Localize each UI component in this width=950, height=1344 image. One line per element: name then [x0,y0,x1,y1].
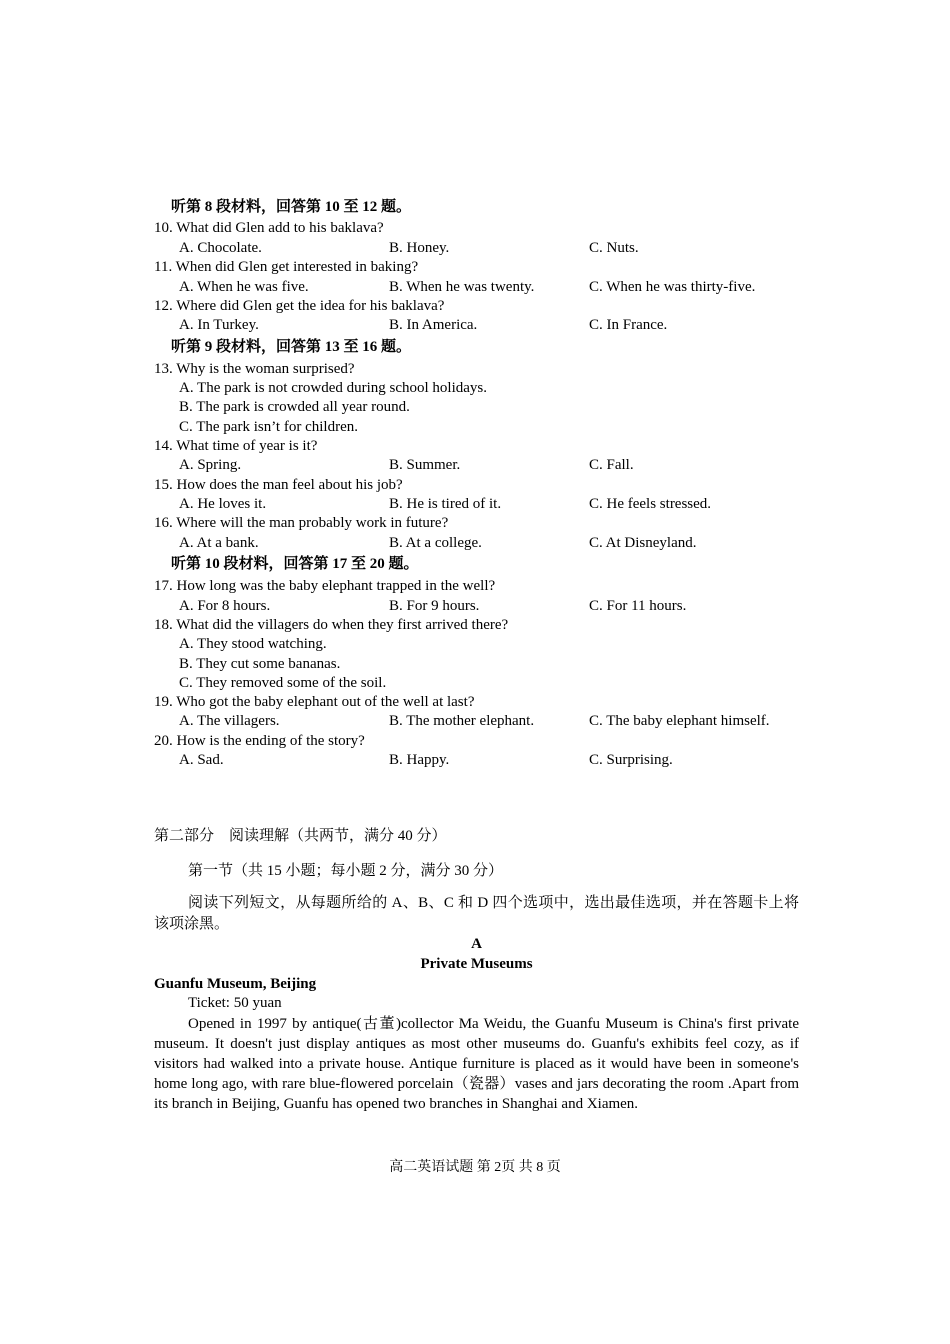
q11-option-a: A. When he was five. [179,279,309,295]
page-footer: 高二英语试题 第 2页 共 8 页 [389,1160,561,1175]
part-two-title: 第二部分 阅读理解（共两节，满分 40 分） [154,828,447,844]
question-11: 11. When did Glen get interested in baking? [154,259,419,275]
q19-option-a: A. The villagers. [179,713,280,729]
q19-option-b: B. The mother elephant. [389,713,535,729]
listening-intro-9: 听第 9 段材料，回答第 13 至 16 题。 [171,339,412,355]
q16-option-b: B. At a college. [389,535,482,551]
q20-option-a: A. Sad. [179,752,224,768]
q17-option-a: A. For 8 hours. [179,598,271,614]
q14-option-c: C. Fall. [589,457,634,473]
question-12: 12. Where did Glen get the idea for his baklava? [154,298,445,314]
q17-option-c: C. For 11 hours. [589,598,687,614]
section-one-title: 第一节（共 15 小题；每小题 2 分，满分 30 分） [188,863,504,879]
q17-option-b: B. For 9 hours. [389,598,480,614]
passage-letter: A [471,936,482,952]
q10-option-b: B. Honey. [389,240,450,256]
question-13: 13. Why is the woman surprised? [154,361,355,377]
q15-option-a: A. He loves it. [179,496,267,512]
question-18: 18. What did the villagers do when they first arrived there? [154,617,509,633]
question-20: 20. How is the ending of the story? [154,733,365,749]
q18-option-c: C. They removed some of the soil. [179,675,387,691]
reading-instruction: 阅读下列短文，从每题所给的 A、B、C 和 D 四个选项中，选出最佳选项，并在答题卡上将该项涂黑。 [154,895,799,932]
q14-option-a: A. Spring. [179,457,242,473]
q20-option-c: C. Surprising. [589,752,673,768]
q12-option-a: A. In Turkey. [179,317,259,333]
listening-intro-10: 听第 10 段材料，回答第 17 至 20 题。 [171,556,419,572]
q18-option-a: A. They stood watching. [179,636,327,652]
passage-body: Opened in 1997 by antique(古董)collector Ma Weidu, the Guanfu Museum is China's first private museum. It doesn't just display antiques as most other museums do. Guanfu's exhibits feel cozy, as if visitors had walked into a private house. Antique furniture is placed as it would have been in someone's home long ago, with rare blue-flowered porcelain（瓷器）vases and jars decorating the room .Apart from its branch in Beijing, Guanfu has opened two branches in Shanghai and Xiamen. [154,1016,799,1112]
q13-option-b: B. The park is crowded all year round. [179,399,410,415]
passage-title: Private Museums [420,956,533,972]
question-17: 17. How long was the baby elephant trapped in the well? [154,578,496,594]
q18-option-b: B. They cut some bananas. [179,656,341,672]
ticket-price: Ticket: 50 yuan [188,995,282,1011]
q10-option-a: A. Chocolate. [179,240,262,256]
question-10: 10. What did Glen add to his baklava? [154,220,384,236]
q19-option-c: C. The baby elephant himself. [589,713,770,729]
q10-option-c: C. Nuts. [589,240,639,256]
q12-option-c: C. In France. [589,317,668,333]
q11-option-b: B. When he was twenty. [389,279,535,295]
question-14: 14. What time of year is it? [154,438,318,454]
q11-option-c: C. When he was thirty-five. [589,279,756,295]
q16-option-a: A. At a bank. [179,535,259,551]
listening-intro-8: 听第 8 段材料，回答第 10 至 12 题。 [171,199,412,215]
question-16: 16. Where will the man probably work in future? [154,515,449,531]
q20-option-b: B. Happy. [389,752,450,768]
q12-option-b: B. In America. [389,317,478,333]
q16-option-c: C. At Disneyland. [589,535,697,551]
q15-option-b: B. He is tired of it. [389,496,502,512]
q15-option-c: C. He feels stressed. [589,496,712,512]
question-19: 19. Who got the baby elephant out of the well at last? [154,694,475,710]
question-15: 15. How does the man feel about his job? [154,477,403,493]
q13-option-c: C. The park isn’t for children. [179,419,358,435]
q14-option-b: B. Summer. [389,457,461,473]
museum-name: Guanfu Museum, Beijing [154,976,317,992]
q13-option-a: A. The park is not crowded during school holidays. [179,380,488,396]
